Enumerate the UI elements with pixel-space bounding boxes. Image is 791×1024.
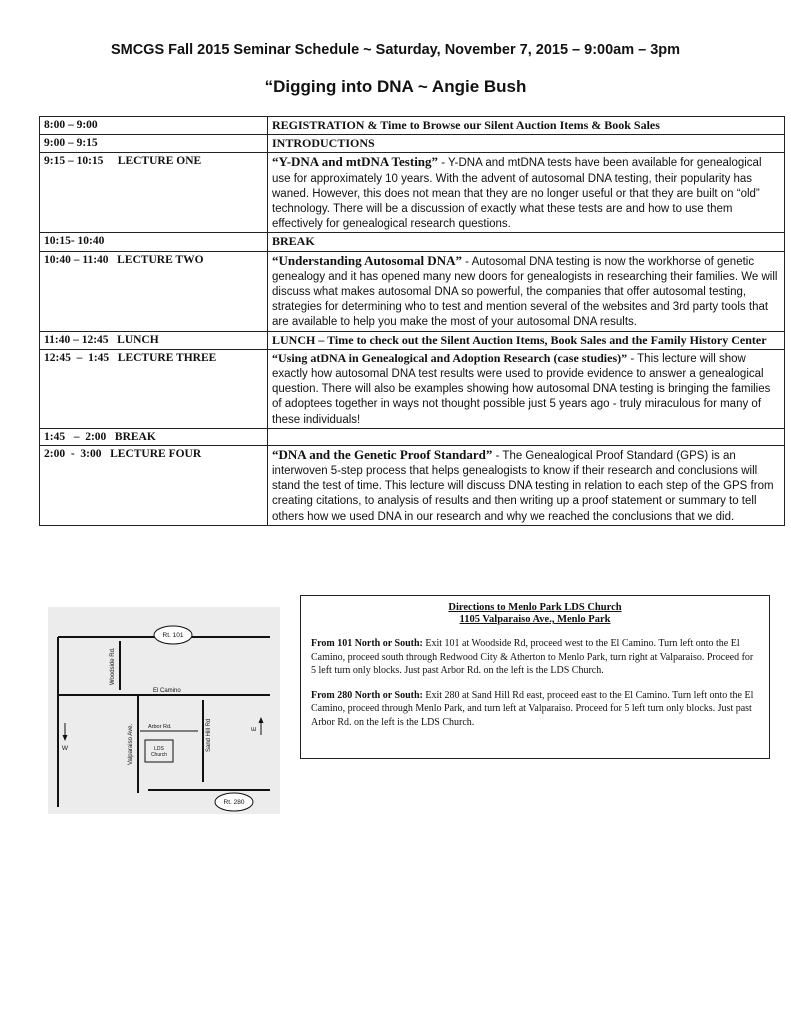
directions-map [48, 607, 280, 814]
east-label: E [251, 726, 258, 731]
description-cell [268, 251, 785, 331]
description-cell [268, 117, 785, 135]
el-camino-label: El Camino [153, 688, 181, 694]
session-heading: “Y-DNA and mtDNA Testing” [272, 154, 439, 170]
time-cell: 9:15 – 10:15 LECTURE ONE [40, 153, 268, 233]
description-cell [268, 445, 785, 525]
page-subtitle: “Digging into DNA ~ Angie Bush [264, 77, 527, 96]
session-heading: “Understanding Autosomal DNA” [272, 252, 462, 268]
time-cell: 10:15- 10:40 [40, 233, 268, 251]
description-cell [268, 153, 785, 233]
time-cell: 11:40 – 12:45 LUNCH [40, 331, 268, 349]
description-cell [268, 331, 785, 349]
schedule-table [39, 116, 785, 526]
directions-from-280-text: Exit 280 at Sand Hill Rd east, proceed east to the El Camino. Turn left onto the El Camino, proceed through Menlo Park, and turn left at Valparaiso. Proceed for 5 left turn only blocks. Just past Arbor Rd. on the left is the LDS Church. [311, 689, 754, 728]
rt101-label: Rt. 101 [162, 632, 184, 639]
west-label: W [61, 745, 69, 752]
rt280-label: Rt. 280 [223, 799, 245, 806]
map-graphic [48, 607, 280, 814]
table-row [40, 233, 785, 251]
page-title: SMCGS Fall 2015 Seminar Schedule ~ Saturday, November 7, 2015 – 9:00am – 3pm [110, 42, 681, 58]
directions-title-line: Directions to Menlo Park LDS Church [448, 602, 622, 613]
table-row [40, 331, 785, 349]
directions-address-line: 1105 Valparaiso Ave., Menlo Park [459, 614, 611, 625]
west-arrow-head [63, 735, 68, 741]
description-cell [268, 428, 785, 445]
description-cell [268, 349, 785, 428]
sand-hill-label: Sand Hill Rd [206, 718, 212, 752]
session-description: - Autosomal DNA testing is now the workhorse of genetic genealogy and it has opened many new doors for genealogists in researching their families. We will discuss what makes autosomal DNA so powerful, the companies that offer autosomal testing, strategies for determining who to test and mention several of the websites and 3rd party tools that are available to help you make the most of your autosomal DNA results. [272, 255, 778, 329]
woodside-label: Woodside Rd. [110, 647, 116, 685]
directions-from-101 [311, 637, 759, 678]
directions-from-101-label: From 101 North or South: [311, 638, 423, 649]
session-heading: INTRODUCTIONS [272, 136, 375, 151]
valparaiso-label: Valparaiso Ave. [128, 723, 134, 765]
table-row [40, 153, 785, 233]
time-cell: 9:00 – 9:15 [40, 135, 268, 153]
session-description: - The Genealogical Proof Standard (GPS) is an interwoven 5-step process that helps genealogists to know if their research and conclusions will stand the test of time. This lecture will discuss DNA testing in relation to each step of the GPS from creating citations, to analysis of results and then writing up a proof statement or summary to tell others how we used DNA in our research and why we reached the conclusions that we did. [272, 449, 774, 523]
lds-label-line2: Church [150, 752, 168, 758]
session-description: - Y-DNA and mtDNA tests have been available for genealogical use for approximately 10 years. With the advent of autosomal DNA testing, their popularity has waned. However, this does not mean that they are no longer useful or that they are built on “old” technology. There will be a discussion of exactly what these tests are and how to use them effectively for genealogical research questions. [272, 157, 762, 231]
session-heading: BREAK [272, 234, 315, 249]
time-cell: 8:00 – 9:00 [40, 117, 268, 135]
session-heading: “Using atDNA in Genealogical and Adoption Research (case studies)” [272, 350, 628, 365]
time-cell: 1:45 – 2:00 BREAK [40, 428, 268, 445]
time-cell: 2:00 - 3:00 LECTURE FOUR [40, 445, 268, 525]
table-row [40, 349, 785, 428]
time-cell: 12:45 – 1:45 LECTURE THREE [40, 349, 268, 428]
description-cell [268, 135, 785, 153]
directions-from-280-label: From 280 North or South: [311, 689, 423, 701]
time-cell: 10:40 – 11:40 LECTURE TWO [40, 251, 268, 331]
table-row [40, 428, 785, 445]
session-heading: “DNA and the Genetic Proof Standard” [272, 446, 493, 462]
table-row [40, 445, 785, 525]
directions-from-280 [311, 689, 759, 730]
description-cell [268, 233, 785, 251]
session-description: - This lecture will show exactly how autosomal DNA test results were used to provide evidence to answer a genealogical question. There will also be examples showing how autosomal DNA testing is bringing the families of adoptees together in ways not thought possible just 5 years ago - truly miraculous for many of these individuals! [272, 352, 771, 426]
session-heading: REGISTRATION & Time to Browse our Silent Auction Items & Book Sales [272, 118, 660, 132]
table-row [40, 135, 785, 153]
lds-label-line1: LDS [154, 746, 164, 752]
arbor-label: Arbor Rd. [148, 724, 172, 730]
east-arrow-head [259, 717, 264, 723]
table-row [40, 251, 785, 331]
table-row [40, 117, 785, 135]
directions-box [300, 595, 770, 759]
directions-title [311, 602, 759, 626]
session-heading: LUNCH – Time to check out the Silent Auction Items, Book Sales and the Family History Center [272, 332, 767, 347]
directions-from-101-text: Exit 101 at Woodside Rd, proceed west to the El Camino. Turn left onto the El Camino, proceed south through Redwood City & Atherton to Menlo Park, turn right at Valparaiso. Proceed for 5 left turn only blocks. Just past Arbor Rd. on the left is the LDS Church. [311, 638, 754, 676]
